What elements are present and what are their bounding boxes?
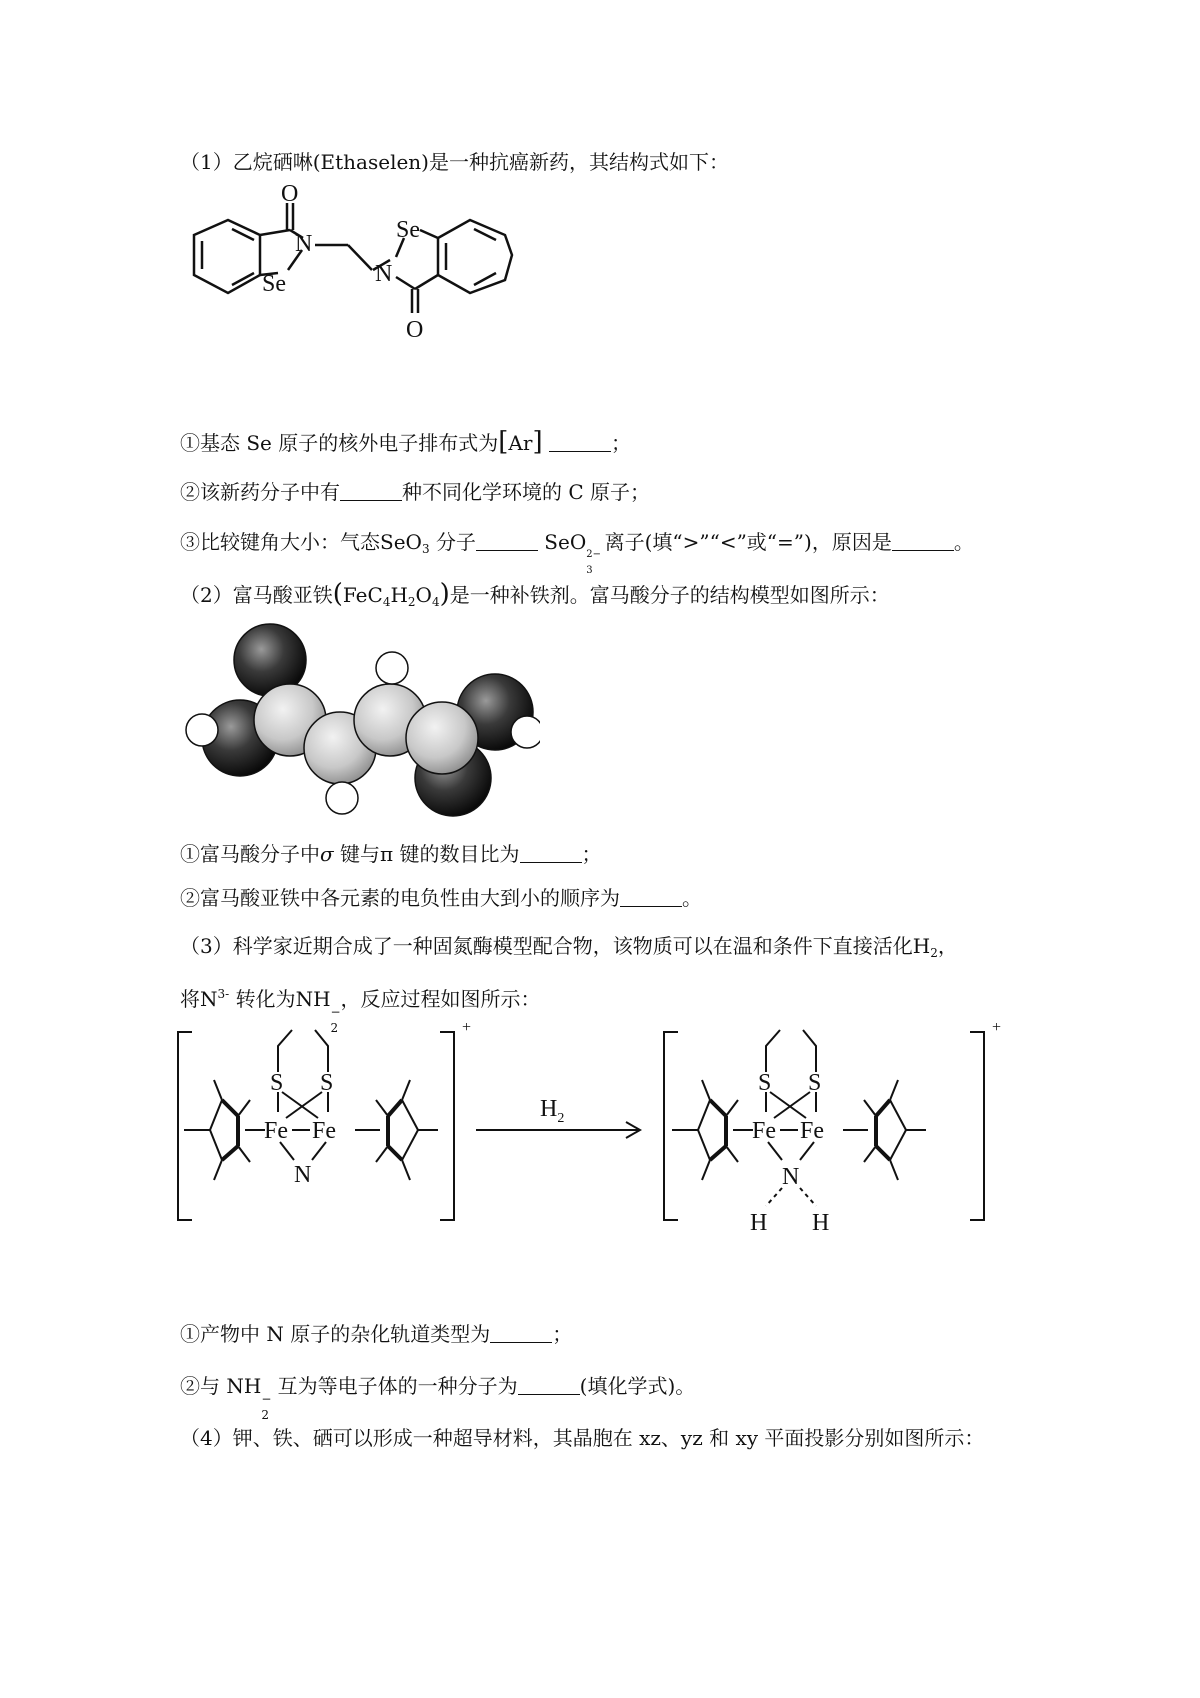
h-atom [376,652,408,684]
q2-intro: （2）富马酸亚铁$(FeC_4H_2O_4)$是一种补铁剂。富马酸分子的结构模型如图所示： [180,579,890,609]
blank-q2-2[interactable] [620,888,682,907]
q1-item2: ②该新药分子中有 种不同化学环境的 C 原子； [180,480,651,504]
h-atom [511,716,540,748]
h-atom [326,782,358,814]
fumaric-acid-model [180,620,540,830]
atom-n-left: N [295,231,313,257]
q3-intro: （3）科学家近期合成了一种固氮酶模型配合物，该物质可以在温和条件下直接活化$H_2$， [180,934,958,960]
label-plus: + [462,1020,472,1036]
q3-item2: ②与 NH − 2 互为等电子体的一种分子为 (填化学式)。 [180,1374,696,1422]
c-atom [406,702,478,774]
q2-item2: ②富马酸亚铁中各元素的电负性由大到小的顺序为 。 [180,886,702,910]
label-s: S [270,1070,284,1096]
reagent-h2: $H_2$ [540,1096,565,1126]
blank-q1-3a[interactable] [476,532,538,551]
atom-o-right: O [406,317,424,343]
label-h: H [750,1210,768,1236]
q1-item3: ③比较键角大小：气态SeO$_3$ 分子 SeO 2− 3 离子(填“>”“<”或“=”)，原因是 。 [180,530,974,576]
q1-item1: ①基态 Se 原子的核外电子排布式为[Ar] ； [180,427,631,457]
complex-left [184,1030,438,1180]
label-s: S [808,1070,822,1096]
label-n: N [294,1162,312,1188]
h-atom [186,714,218,746]
atom-se-left: Se [262,271,286,297]
label-s: S [758,1070,772,1096]
atom-o-left: O [281,185,299,207]
label-h: H [812,1210,830,1236]
label-fe: Fe [312,1118,336,1144]
label-fe: Fe [800,1118,824,1144]
q2-item1: ①富马酸分子中σ 键与π 键的数目比为 ； [180,842,602,866]
label-plus: + [992,1020,1002,1036]
blank-q3-1[interactable] [490,1324,552,1343]
ethaselen-structure [170,185,570,360]
reaction-scheme [170,1020,1030,1270]
blank-q2-1[interactable] [520,844,582,863]
atom-n-right: N [375,261,393,287]
label-n: N [782,1164,800,1190]
blank-q1-3b[interactable] [892,532,954,551]
label-fe: Fe [264,1118,288,1144]
q1-intro: （1）乙烷硒啉(Ethaselen)是一种抗癌新药，其结构式如下： [180,150,729,174]
blank-q3-2[interactable] [518,1376,580,1395]
label-fe: Fe [752,1118,776,1144]
blank-q1-1[interactable] [549,433,611,452]
q4-intro: （4）钾、铁、硒可以形成一种超导材料，其晶胞在 xz、yz 和 xy 平面投影分别如图所示： [180,1426,985,1450]
q3-item1: ①产物中 N 原子的杂化轨道类型为 ； [180,1322,573,1346]
blank-q1-2[interactable] [340,482,402,501]
label-s: S [320,1070,334,1096]
q3-line2: 将$N^{3-}$ 转化为NH − 2 ，反应过程如图所示： [180,987,541,1035]
atom-se-right: Se [396,217,420,243]
